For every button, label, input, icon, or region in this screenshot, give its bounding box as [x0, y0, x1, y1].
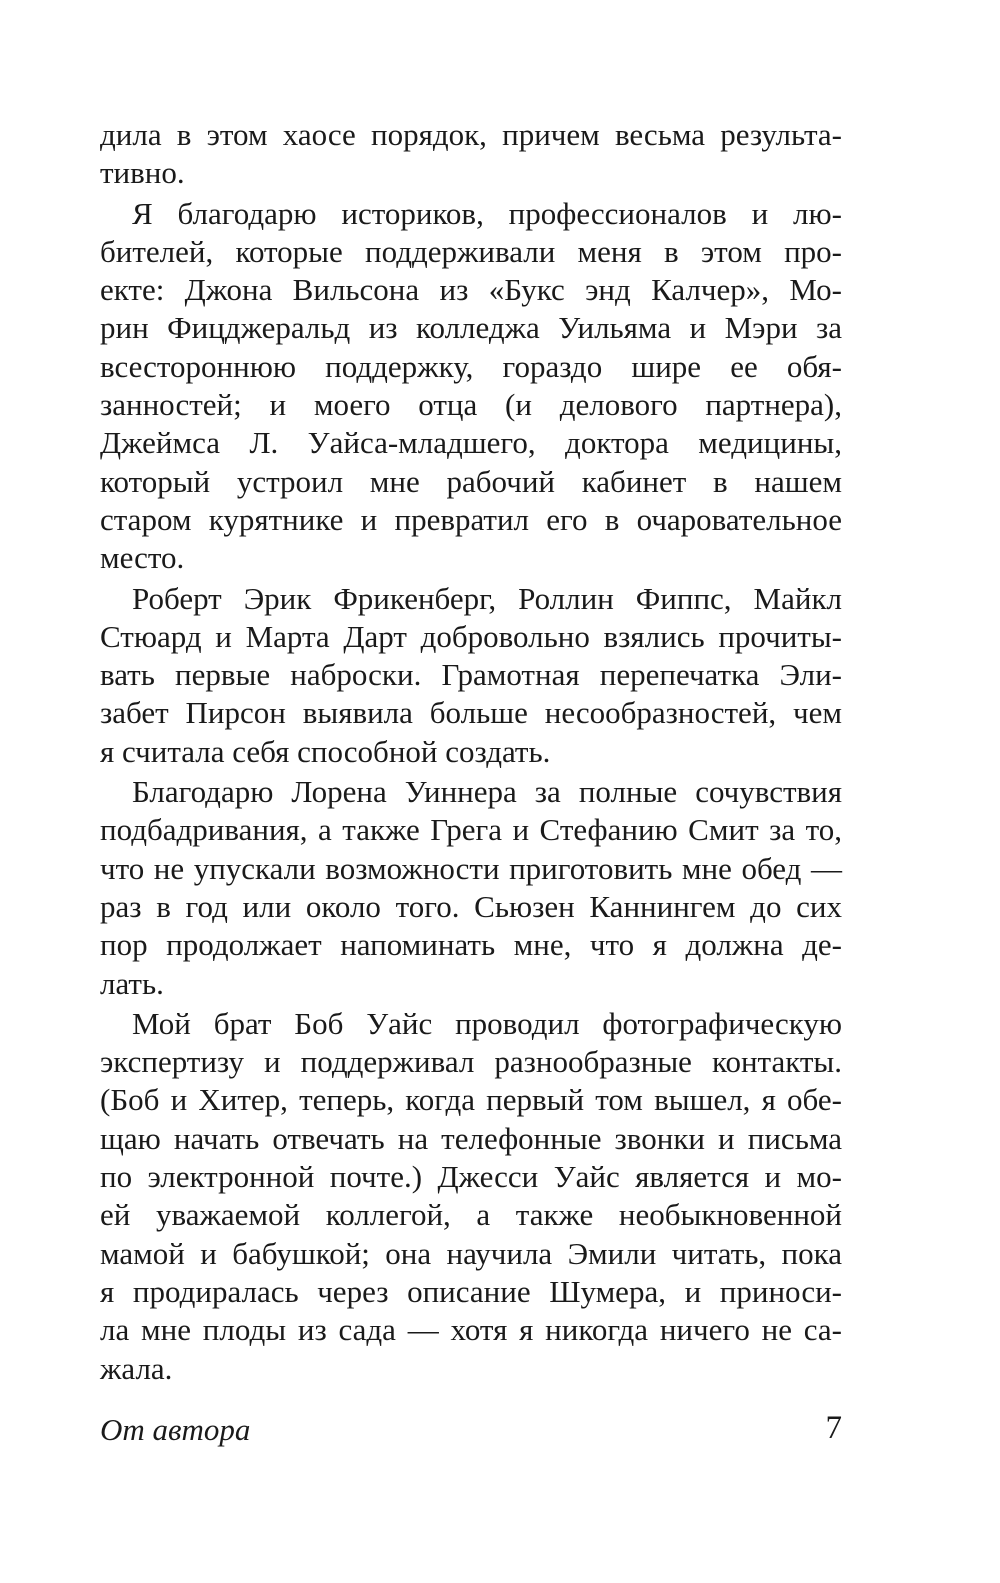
text-line: вать первые наброски. Грамотная перепечатка Эли-	[100, 657, 842, 693]
text-line: бителей, которые поддерживали меня в этом про-	[100, 233, 842, 269]
text-line: Мой брат Боб Уайс проводил фотографическую	[132, 1005, 842, 1041]
paragraph	[100, 580, 842, 771]
text-line: (Боб и Хитер, теперь, когда первый том вышел, я обе-	[100, 1082, 842, 1118]
text-line: Стюард и Марта Дарт добровольно взялись прочиты-	[100, 618, 842, 654]
text-line: что не упускали возможности приготовить мне обед —	[100, 850, 842, 886]
paragraph	[100, 773, 842, 1003]
text-line: подбадривания, а также Грега и Стефанию Смит за то,	[100, 812, 842, 848]
text-line: я продиралась через описание Шумера, и приноси-	[100, 1273, 842, 1309]
text-line: мамой и бабушкой; она научила Эмили читать, пока	[100, 1235, 842, 1271]
text-line: екте: Джона Вильсона из «Букс энд Калчер», Мо-	[100, 272, 842, 308]
text-line: дила в этом хаосе порядок, причем весьма результа-	[100, 117, 842, 152]
page-number: 7	[825, 1410, 842, 1446]
text-line: рин Фицджеральд из колледжа Уильяма и Мэри за	[100, 310, 842, 346]
text-line: Я благодарю историков, профессионалов и лю-	[132, 195, 842, 231]
text-line: место.	[100, 540, 185, 576]
text-line: экспертизу и поддерживал разнообразные контакты.	[100, 1044, 842, 1080]
text-line: щаю начать отвечать на телефонные звонки и письма	[100, 1120, 842, 1156]
text-line: ла мне плоды из сада — хотя я никогда ничего не са-	[100, 1312, 842, 1348]
text-line: тивно.	[100, 155, 185, 191]
body-text	[100, 116, 842, 1388]
text-line: раз в год или около того. Сьюзен Каннингем до сих	[100, 888, 842, 924]
text-line: всестороннюю поддержку, гораздо шире ее обя-	[100, 348, 842, 384]
text-line: пор продолжает напоминать мне, что я должна де-	[100, 927, 842, 963]
text-line: Джеймса Л. Уайса-младшего, доктора медицины,	[100, 425, 842, 461]
text-line: ей уважаемой коллегой, а также необыкновенной	[100, 1197, 842, 1233]
paragraph	[100, 1005, 842, 1388]
text-line: я считала себя способной создать.	[100, 733, 551, 769]
paragraph	[100, 116, 842, 193]
paragraph	[100, 195, 842, 578]
text-line: старом курятнике и превратил его в очаровательное	[100, 501, 842, 537]
text-line: жала.	[100, 1350, 173, 1386]
text-line: лать.	[100, 965, 164, 1001]
text-line: Роберт Эрик Фрикенберг, Роллин Фиппс, Майкл	[132, 580, 842, 616]
text-line: который устроил мне рабочий кабинет в нашем	[100, 463, 842, 499]
text-line: забет Пирсон выявила больше несообразностей, чем	[100, 695, 842, 731]
running-footer-title: От автора	[100, 1412, 251, 1447]
text-line: занностей; и моего отца (и делового партнера),	[100, 387, 842, 423]
text-line: Благодарю Лорена Уиннера за полные сочувствия	[132, 774, 842, 810]
text-line: по электронной почте.) Джесси Уайс является и мо-	[100, 1159, 842, 1195]
